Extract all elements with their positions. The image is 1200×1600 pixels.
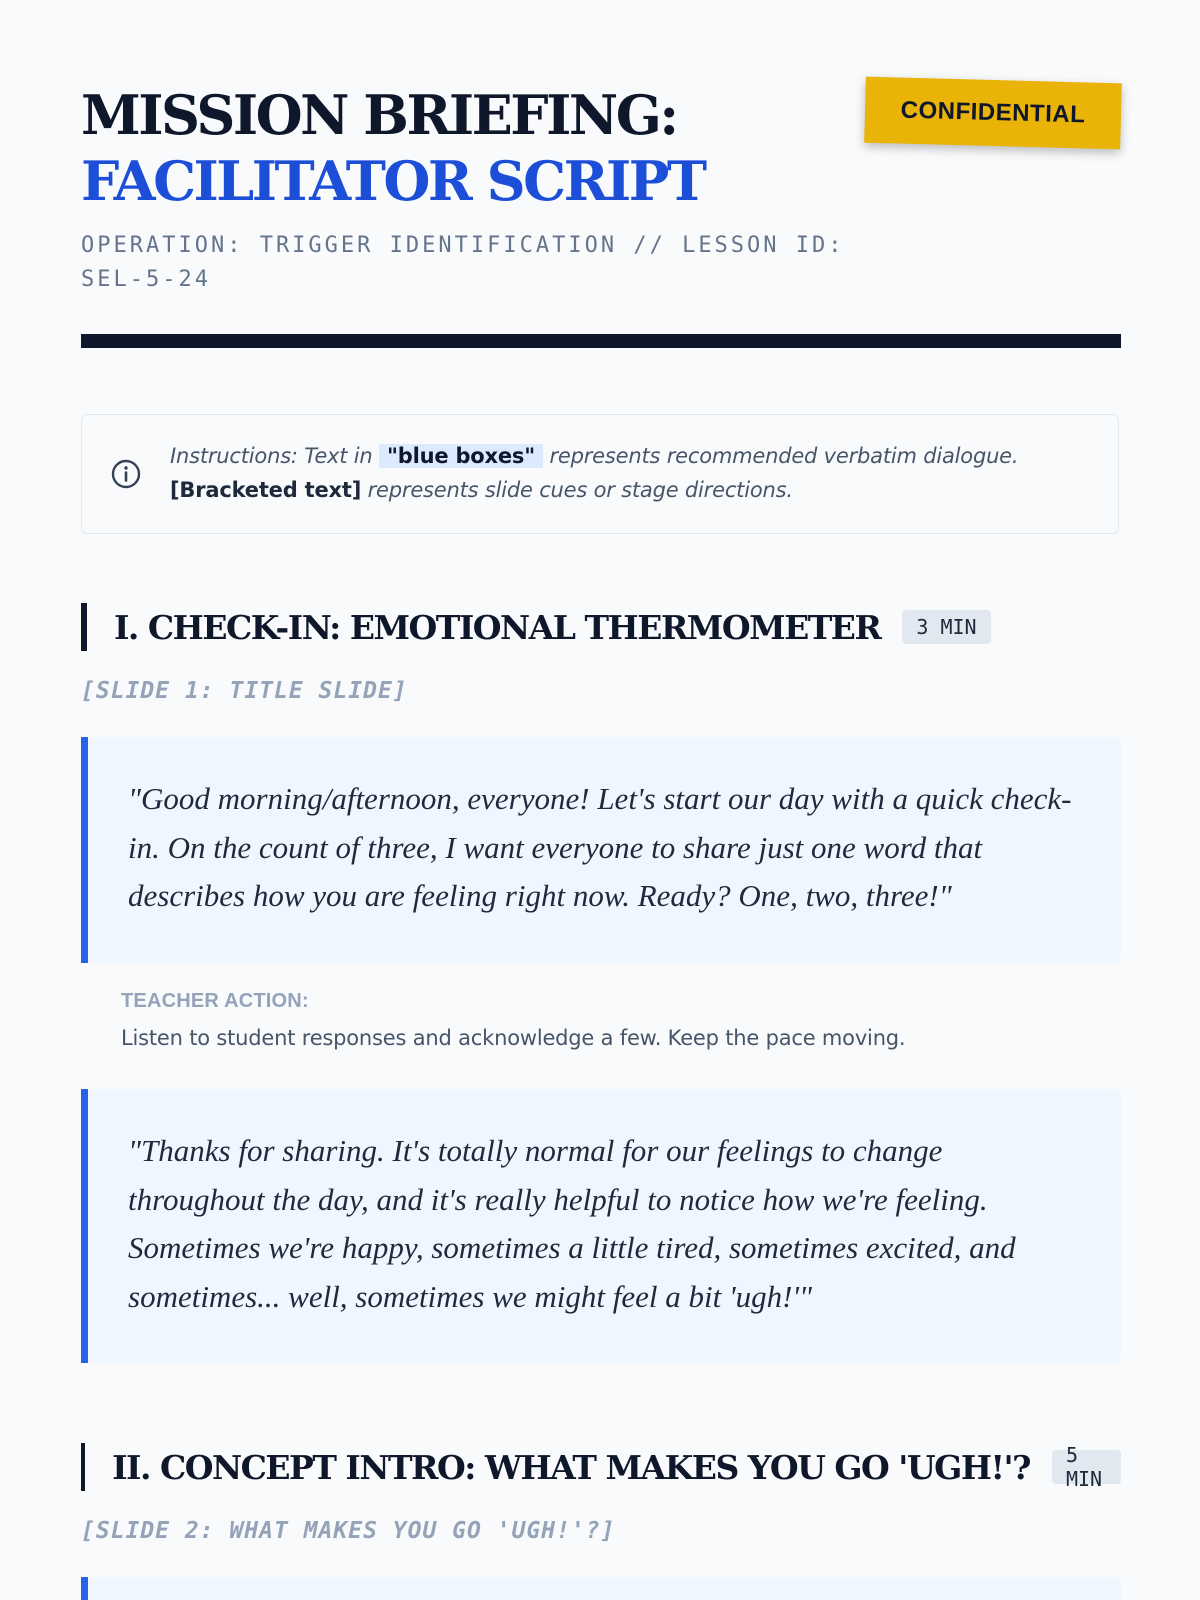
title-line-1: MISSION BRIEFING:: [81, 83, 677, 147]
section-1-duration-badge: 3 MIN: [902, 610, 990, 644]
section-1-header: [81, 603, 991, 651]
dialogue-box: [81, 737, 1121, 963]
section-marker: [81, 1443, 85, 1491]
instructions-part-3: represents slide cues or stage directions.: [361, 478, 793, 502]
section-2-slide-cue: [SLIDE 2: WHAT MAKES YOU GO 'UGH!'?]: [81, 1518, 616, 1544]
document-header: [81, 0, 1121, 348]
dialogue-box: [81, 1089, 1121, 1363]
instructions-part-1: Instructions: Text in: [170, 444, 379, 468]
section-2-header: [81, 1443, 1121, 1491]
operation-subtitle: OPERATION: TRIGGER IDENTIFICATION // LESSON ID: SEL-5-24: [81, 233, 845, 292]
instructions-box: [81, 414, 1119, 534]
section-1-title: I. CHECK-IN: EMOTIONAL THERMOMETER: [114, 607, 881, 647]
blue-boxes-highlight: "blue boxes": [379, 444, 543, 468]
section-2-title: II. CONCEPT INTRO: WHAT MAKES YOU GO 'UGH!'?: [112, 1447, 1030, 1487]
confidential-stamp: CONFIDENTIAL: [864, 77, 1122, 150]
bracketed-text-label: [Bracketed text]: [170, 478, 362, 502]
section-2-duration-badge: 5 MIN: [1052, 1450, 1121, 1484]
instructions-text: [170, 439, 1100, 507]
dialogue-box-partial: [81, 1577, 1121, 1600]
dialogue-text: "Thanks for sharing. It's totally normal for our feelings to change throughout the day, and it's really helpful to notice how we're feeling. Sometimes we're happy, sometimes a little tired, sometimes excited, and sometimes... well, sometimes we might feel a bit 'ugh!'": [128, 1133, 1016, 1314]
header-divider: [81, 334, 1121, 348]
instructions-part-2: represents recommended verbatim dialogue.: [542, 444, 1019, 468]
document-body: [81, 0, 1121, 1544]
section-1-slide-cue: [SLIDE 1: TITLE SLIDE]: [81, 678, 408, 704]
teacher-action-text: Listen to student responses and acknowledge a few. Keep the pace moving.: [121, 1026, 906, 1050]
page-title: [81, 82, 705, 214]
info-icon: [110, 458, 142, 490]
teacher-action-label: TEACHER ACTION:: [121, 990, 309, 1012]
dialogue-text: "Good morning/afternoon, everyone! Let's start our day with a quick check-in. On the count of three, I want everyone to share just one word that describes how you are feeling right now. Ready? One, two, three!": [128, 781, 1072, 913]
title-line-2: FACILITATOR SCRIPT: [81, 149, 705, 213]
section-marker: [81, 603, 87, 651]
